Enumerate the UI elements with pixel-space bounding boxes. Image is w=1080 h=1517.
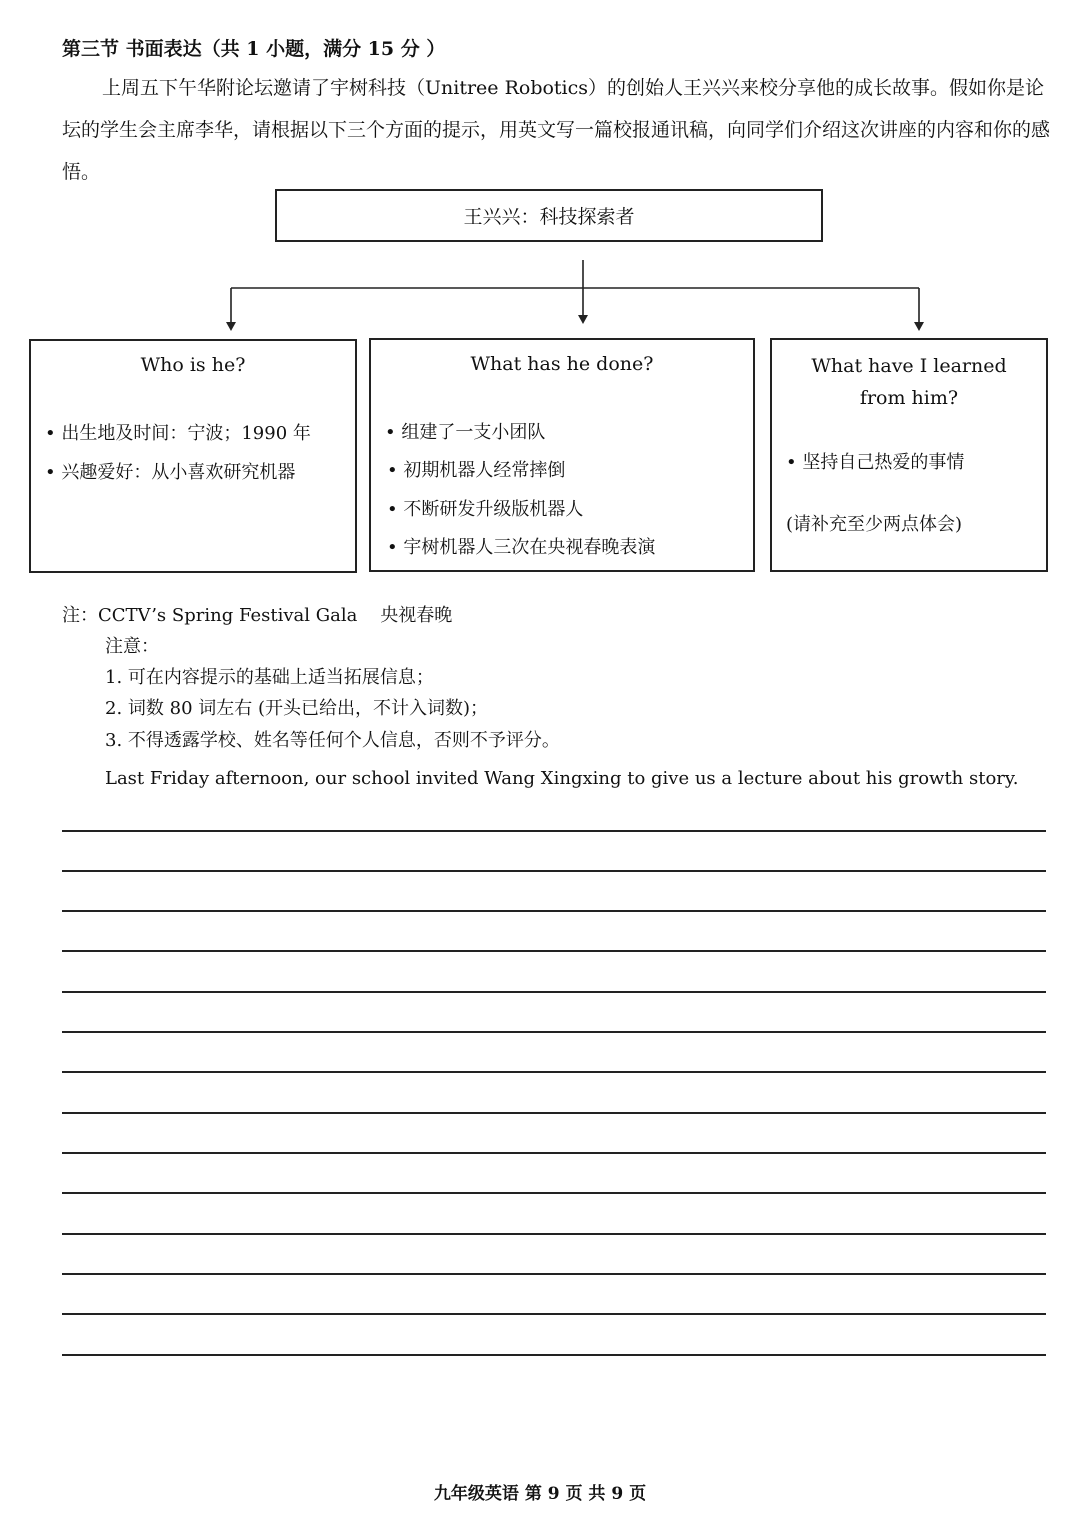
bullet-item: • 坚持自己热爱的事情	[786, 452, 965, 473]
arrowhead-left	[226, 322, 236, 331]
answer-line[interactable]	[62, 1112, 1046, 1114]
diagram-connectors	[0, 0, 1080, 340]
attention-item: 2. 词数 80 词左右 (开头已给出，不计入词数)；	[105, 698, 489, 719]
answer-line[interactable]	[62, 1233, 1046, 1235]
gloss-label: 注：	[62, 605, 98, 626]
page-footer: 九年级英语 第 9 页 共 9 页	[433, 1484, 647, 1504]
arrowhead-right	[914, 322, 924, 331]
box-what-have-i-learned	[770, 338, 1048, 572]
box-title: Who is he?	[140, 354, 246, 376]
arrowhead-middle	[578, 315, 588, 324]
section-title: 第三节 书面表达（共 1 小题，满分 15 分 ）	[62, 38, 446, 60]
answer-line[interactable]	[62, 830, 1046, 832]
supplement-hint: (请补充至少两点体会)	[786, 514, 963, 535]
bullet-item: • 组建了一支小团队	[385, 422, 546, 443]
box-title: What have I learned from him?	[811, 355, 1007, 409]
answer-line[interactable]	[62, 1031, 1046, 1033]
bullet-item: • 宇树机器人三次在央视春晚表演	[387, 537, 656, 558]
answer-line[interactable]	[62, 1071, 1046, 1073]
attention-label: 注意：	[105, 636, 159, 657]
answer-line[interactable]	[62, 910, 1046, 912]
bullet-item: • 初期机器人经常摔倒	[387, 460, 566, 481]
box-who-is-he	[29, 339, 357, 573]
answer-line[interactable]	[62, 1354, 1046, 1356]
attention-item: 3. 不得透露学校、姓名等任何个人信息，否则不予评分。	[105, 730, 560, 751]
answer-line[interactable]	[62, 1273, 1046, 1275]
answer-line[interactable]	[62, 991, 1046, 993]
answer-line[interactable]	[62, 950, 1046, 952]
answer-line[interactable]	[62, 1192, 1046, 1194]
answer-line[interactable]	[62, 870, 1046, 872]
attention-item: 1. 可在内容提示的基础上适当拓展信息；	[105, 667, 434, 688]
writing-prompt: 上周五下午华附论坛邀请了宇树科技（Unitree Robotics）的创始人王兴兴来校分享他的成长故事。假如你是论坛的学生会主席李华，请根据以下三个方面的提示，用英文写一篇校报通讯稿，向同学们介绍这次讲座的内容和你的感悟。	[62, 77, 1051, 183]
box-what-has-he-done	[369, 338, 755, 572]
opening-sentence: Last Friday afternoon, our school invited Wang Xingxing to give us a lecture about his growth story.	[105, 768, 1019, 789]
topic-box: 王兴兴：科技探索者	[275, 189, 823, 242]
bullet-item: • 出生地及时间：宁波；1990 年	[45, 423, 311, 444]
box-title: What has he done?	[470, 353, 654, 375]
gloss-english: CCTV’s Spring Festival Gala	[98, 605, 358, 626]
gloss-note	[62, 601, 452, 627]
bullet-item: • 不断研发升级版机器人	[387, 499, 584, 520]
answer-line[interactable]	[62, 1313, 1046, 1315]
gloss-chinese: 央视春晚	[380, 605, 453, 626]
bullet-item: • 兴趣爱好：从小喜欢研究机器	[45, 462, 296, 483]
answer-line[interactable]	[62, 1152, 1046, 1154]
